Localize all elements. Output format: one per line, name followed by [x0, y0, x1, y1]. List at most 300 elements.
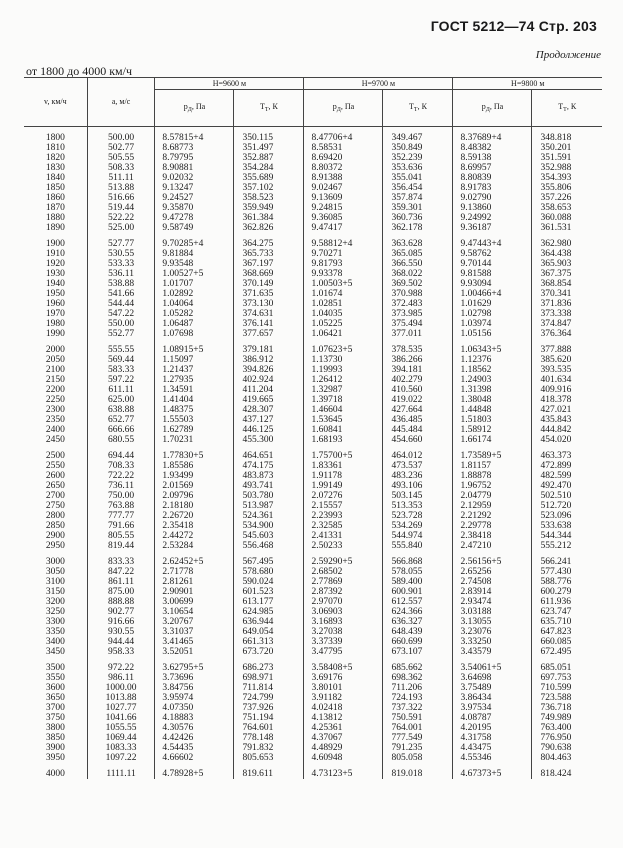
- cell-sound-speed: 525.00: [87, 223, 155, 233]
- cell-pressure: 1.93499: [155, 471, 234, 481]
- cell-pressure: 1.06487: [155, 319, 234, 329]
- cell-pressure: 1.07623+5: [304, 345, 383, 355]
- cell-pressure: 1.13730: [304, 355, 383, 365]
- cell-pressure: 1.01674: [304, 289, 383, 299]
- cell-sound-speed: 500.00: [87, 133, 155, 143]
- cell-pressure: 9.36085: [304, 213, 383, 223]
- cell-pressure: 3.47795: [304, 647, 383, 657]
- cell-temperature: 534.269: [383, 521, 453, 531]
- cell-sound-speed: 986.11: [87, 673, 155, 683]
- cell-temperature: 445.484: [383, 425, 453, 435]
- cell-temperature: 483.236: [383, 471, 453, 481]
- cell-temperature: 394.181: [383, 365, 453, 375]
- cell-speed: 1950: [45, 289, 65, 299]
- table-row: [24, 435, 602, 445]
- cell-temperature: 374.631: [234, 309, 304, 319]
- cell-pressure: 3.27038: [304, 627, 383, 637]
- cell-pressure: 8.80372: [304, 163, 383, 173]
- cell-temperature: 791.832: [234, 743, 304, 753]
- cell-pressure: 1.05225: [304, 319, 383, 329]
- table-row: [24, 375, 602, 385]
- cell-temperature: 386.912: [234, 355, 304, 365]
- cell-pressure: 2.47210: [453, 541, 532, 551]
- col-header-pressure: $p_Д$, Па: [155, 90, 234, 127]
- cell-temperature: 555.212: [532, 541, 602, 551]
- cell-pressure: 9.13609: [304, 193, 383, 203]
- table-row: [24, 355, 602, 365]
- cell-pressure: 3.62795+5: [155, 663, 234, 673]
- table-row: [24, 395, 602, 405]
- cell-sound-speed: 972.22: [87, 663, 155, 673]
- cell-pressure: 1.03974: [453, 319, 532, 329]
- cell-pressure: 1.77830+5: [155, 451, 234, 461]
- cell-pressure: 9.24527: [155, 193, 234, 203]
- cell-temperature: 545.603: [234, 531, 304, 541]
- cell-temperature: 463.373: [532, 451, 602, 461]
- cell-temperature: 566.241: [532, 557, 602, 567]
- cell-temperature: 350.201: [532, 143, 602, 153]
- cell-temperature: 698.362: [383, 673, 453, 683]
- table-row: [24, 491, 602, 501]
- cell-pressure: 4.67373+5: [453, 763, 532, 779]
- cell-temperature: 360.736: [383, 213, 453, 223]
- cell-pressure: 3.91182: [304, 693, 383, 703]
- cell-temperature: 578.055: [383, 567, 453, 577]
- cell-pressure: 4.25361: [304, 723, 383, 733]
- cell-temperature: 673.107: [383, 647, 453, 657]
- table-row: [24, 693, 602, 703]
- cell-temperature: 685.662: [383, 663, 453, 673]
- cell-pressure: 3.73696: [155, 673, 234, 683]
- cell-temperature: 503.780: [234, 491, 304, 501]
- cell-temperature: 371.635: [234, 289, 304, 299]
- cell-pressure: 4.20195: [453, 723, 532, 733]
- col-header-pressure: $p_Д$, Па: [304, 90, 383, 127]
- cell-temperature: 697.753: [532, 673, 602, 683]
- page-header: ГОСТ 5212—74 Стр. 203: [430, 18, 597, 34]
- cell-pressure: 1.04064: [155, 299, 234, 309]
- cell-temperature: 711.814: [234, 683, 304, 693]
- col-header-temperature: $T_Т$, К: [234, 90, 304, 127]
- cell-temperature: 427.021: [532, 405, 602, 415]
- cell-temperature: 454.020: [532, 435, 602, 445]
- cell-pressure: 1.15097: [155, 355, 234, 365]
- cell-temperature: 362.178: [383, 223, 453, 233]
- cell-temperature: 711.206: [383, 683, 453, 693]
- cell-pressure: 3.20767: [155, 617, 234, 627]
- cell-sound-speed: 708.33: [87, 461, 155, 471]
- cell-temperature: 635.710: [532, 617, 602, 627]
- cell-pressure: 2.71778: [155, 567, 234, 577]
- cell-pressure: 9.70285+4: [155, 239, 234, 249]
- table-row: [24, 133, 602, 143]
- table-row: [24, 173, 602, 183]
- cell-temperature: 577.430: [532, 567, 602, 577]
- table-row: [24, 183, 602, 193]
- cell-temperature: 419.665: [234, 395, 304, 405]
- cell-sound-speed: 1055.55: [87, 723, 155, 733]
- cell-temperature: 624.985: [234, 607, 304, 617]
- cell-temperature: 370.341: [532, 289, 602, 299]
- table-row: [24, 617, 602, 627]
- cell-sound-speed: 555.55: [87, 345, 155, 355]
- cell-speed: 2200: [45, 385, 65, 395]
- cell-pressure: 9.02790: [453, 193, 532, 203]
- cell-pressure: 1.73589+5: [453, 451, 532, 461]
- cell-pressure: 3.84756: [155, 683, 234, 693]
- cell-pressure: 2.01569: [155, 481, 234, 491]
- cell-pressure: 1.01629: [453, 299, 532, 309]
- cell-temperature: 473.537: [383, 461, 453, 471]
- cell-pressure: 1.88878: [453, 471, 532, 481]
- cell-pressure: 8.91388: [304, 173, 383, 183]
- cell-speed: 2650: [45, 481, 65, 491]
- cell-sound-speed: 511.11: [87, 173, 155, 183]
- cell-sound-speed: 722.22: [87, 471, 155, 481]
- cell-pressure: 1.53645: [304, 415, 383, 425]
- cell-temperature: 472.899: [532, 461, 602, 471]
- cell-sound-speed: 666.66: [87, 425, 155, 435]
- table-row: [24, 733, 602, 743]
- cell-pressure: 1.48375: [155, 405, 234, 415]
- cell-temperature: 737.322: [383, 703, 453, 713]
- cell-pressure: 9.93094: [453, 279, 532, 289]
- cell-pressure: 9.47417: [304, 223, 383, 233]
- cell-temperature: 777.549: [383, 733, 453, 743]
- cell-temperature: 377.011: [383, 329, 453, 339]
- cell-pressure: 3.97534: [453, 703, 532, 713]
- cell-temperature: 556.468: [234, 541, 304, 551]
- cell-pressure: 1.38048: [453, 395, 532, 405]
- cell-sound-speed: 552.77: [87, 329, 155, 339]
- cell-temperature: 750.591: [383, 713, 453, 723]
- cell-temperature: 805.058: [383, 753, 453, 763]
- cell-temperature: 377.888: [532, 345, 602, 355]
- cell-temperature: 611.936: [532, 597, 602, 607]
- cell-pressure: 8.47706+4: [304, 133, 383, 143]
- cell-pressure: 3.03188: [453, 607, 532, 617]
- cell-pressure: 4.73123+5: [304, 763, 383, 779]
- cell-pressure: 1.68193: [304, 435, 383, 445]
- cell-temperature: 365.085: [383, 249, 453, 259]
- cell-pressure: 2.15557: [304, 501, 383, 511]
- cell-pressure: 8.37689+4: [453, 133, 532, 143]
- table-row: [24, 703, 602, 713]
- table-row: [24, 607, 602, 617]
- cell-speed: 1810: [45, 143, 65, 153]
- table-row: [24, 451, 602, 461]
- cell-pressure: 1.44848: [453, 405, 532, 415]
- cell-pressure: 8.57815+4: [155, 133, 234, 143]
- cell-temperature: 350.849: [383, 143, 453, 153]
- cell-sound-speed: 930.55: [87, 627, 155, 637]
- cell-speed: 3500: [45, 663, 65, 673]
- table-row: [24, 683, 602, 693]
- cell-sound-speed: 536.11: [87, 269, 155, 279]
- cell-temperature: 764.601: [234, 723, 304, 733]
- cell-temperature: 673.720: [234, 647, 304, 657]
- cell-temperature: 647.823: [532, 627, 602, 637]
- cell-temperature: 482.599: [532, 471, 602, 481]
- cell-pressure: 9.35870: [155, 203, 234, 213]
- cell-pressure: 1.18562: [453, 365, 532, 375]
- cell-temperature: 370.988: [383, 289, 453, 299]
- cell-pressure: 2.09796: [155, 491, 234, 501]
- cell-pressure: 1.02851: [304, 299, 383, 309]
- cell-speed: 3450: [45, 647, 65, 657]
- table-row: [24, 289, 602, 299]
- cell-pressure: 2.93474: [453, 597, 532, 607]
- cell-speed: 2450: [45, 435, 65, 445]
- table-row: [24, 541, 602, 551]
- cell-pressure: 1.91178: [304, 471, 383, 481]
- cell-pressure: 8.59138: [453, 153, 532, 163]
- cell-speed: 2300: [45, 405, 65, 415]
- cell-speed: 1870: [45, 203, 65, 213]
- cell-temperature: 436.485: [383, 415, 453, 425]
- cell-sound-speed: 638.88: [87, 405, 155, 415]
- table-row: [24, 269, 602, 279]
- cell-pressure: 4.37067: [304, 733, 383, 743]
- table-row: [24, 249, 602, 259]
- cell-pressure: 3.52051: [155, 647, 234, 657]
- cell-speed: 3200: [45, 597, 65, 607]
- cell-temperature: 351.591: [532, 153, 602, 163]
- table-row: [24, 329, 602, 339]
- cell-pressure: 4.31758: [453, 733, 532, 743]
- cell-pressure: 4.66602: [155, 753, 234, 763]
- cell-pressure: 2.41331: [304, 531, 383, 541]
- cell-pressure: 1.19993: [304, 365, 383, 375]
- cell-pressure: 3.75489: [453, 683, 532, 693]
- cell-temperature: 776.950: [532, 733, 602, 743]
- cell-pressure: 3.23076: [453, 627, 532, 637]
- cell-pressure: 9.93548: [155, 259, 234, 269]
- cell-temperature: 437.127: [234, 415, 304, 425]
- cell-sound-speed: 583.33: [87, 365, 155, 375]
- cell-pressure: 2.68502: [304, 567, 383, 577]
- cell-pressure: 1.05156: [453, 329, 532, 339]
- height-header-3: H=9800 м: [453, 78, 602, 90]
- cell-sound-speed: 819.44: [87, 541, 155, 551]
- cell-pressure: 2.35418: [155, 521, 234, 531]
- cell-temperature: 373.338: [532, 309, 602, 319]
- cell-temperature: 355.041: [383, 173, 453, 183]
- cell-sound-speed: 541.66: [87, 289, 155, 299]
- cell-pressure: 3.10654: [155, 607, 234, 617]
- cell-sound-speed: 791.66: [87, 521, 155, 531]
- cell-sound-speed: 508.33: [87, 163, 155, 173]
- cell-temperature: 819.611: [234, 763, 304, 779]
- cell-temperature: 805.653: [234, 753, 304, 763]
- table-row: [24, 239, 602, 249]
- table-row: [24, 385, 602, 395]
- cell-temperature: 566.868: [383, 557, 453, 567]
- cell-temperature: 623.747: [532, 607, 602, 617]
- cell-speed: 3800: [45, 723, 65, 733]
- cell-pressure: 3.06903: [304, 607, 383, 617]
- cell-speed: 2800: [45, 511, 65, 521]
- cell-pressure: 1.04035: [304, 309, 383, 319]
- table-row: [24, 753, 602, 763]
- cell-pressure: 1.99149: [304, 481, 383, 491]
- cell-temperature: 361.384: [234, 213, 304, 223]
- cell-temperature: 402.924: [234, 375, 304, 385]
- col-header-temperature: $T_Т$, К: [532, 90, 602, 127]
- cell-temperature: 419.022: [383, 395, 453, 405]
- cell-temperature: 567.495: [234, 557, 304, 567]
- cell-temperature: 418.378: [532, 395, 602, 405]
- cell-pressure: 4.18883: [155, 713, 234, 723]
- cell-temperature: 363.628: [383, 239, 453, 249]
- cell-temperature: 409.916: [532, 385, 602, 395]
- cell-pressure: 1.34591: [155, 385, 234, 395]
- cell-temperature: 386.266: [383, 355, 453, 365]
- cell-temperature: 523.728: [383, 511, 453, 521]
- cell-speed: 3550: [45, 673, 65, 683]
- table-row: [24, 521, 602, 531]
- cell-temperature: 358.523: [234, 193, 304, 203]
- cell-speed: 3750: [45, 713, 65, 723]
- cell-pressure: 2.77869: [304, 577, 383, 587]
- cell-temperature: 366.550: [383, 259, 453, 269]
- cell-temperature: 513.987: [234, 501, 304, 511]
- table-row: [24, 531, 602, 541]
- cell-sound-speed: 513.88: [87, 183, 155, 193]
- cell-pressure: 1.06343+5: [453, 345, 532, 355]
- cell-pressure: 4.30576: [155, 723, 234, 733]
- cell-temperature: 348.818: [532, 133, 602, 143]
- cell-speed: 1930: [45, 269, 65, 279]
- cell-pressure: 1.81157: [453, 461, 532, 471]
- cell-sound-speed: 505.55: [87, 153, 155, 163]
- cell-speed: 3950: [45, 753, 65, 763]
- cell-pressure: 1.00503+5: [304, 279, 383, 289]
- cell-speed: 2850: [45, 521, 65, 531]
- cell-sound-speed: 694.44: [87, 451, 155, 461]
- cell-pressure: 4.48929: [304, 743, 383, 753]
- cell-pressure: 2.38418: [453, 531, 532, 541]
- cell-temperature: 589.400: [383, 577, 453, 587]
- cell-speed: 1900: [45, 239, 65, 249]
- cell-sound-speed: 861.11: [87, 577, 155, 587]
- cell-temperature: 464.651: [234, 451, 304, 461]
- cell-temperature: 588.776: [532, 577, 602, 587]
- cell-pressure: 2.62452+5: [155, 557, 234, 567]
- cell-temperature: 355.689: [234, 173, 304, 183]
- cell-pressure: 1.06421: [304, 329, 383, 339]
- cell-pressure: 4.55346: [453, 753, 532, 763]
- cell-temperature: 685.051: [532, 663, 602, 673]
- table-header: [24, 78, 602, 127]
- cell-pressure: 9.36187: [453, 223, 532, 233]
- cell-temperature: 362.826: [234, 223, 304, 233]
- cell-pressure: 1.31398: [453, 385, 532, 395]
- cell-temperature: 372.483: [383, 299, 453, 309]
- table-row: [24, 223, 602, 233]
- cell-temperature: 367.197: [234, 259, 304, 269]
- cell-temperature: 353.636: [383, 163, 453, 173]
- cell-pressure: 1.00466+4: [453, 289, 532, 299]
- cell-temperature: 661.313: [234, 637, 304, 647]
- cell-pressure: 4.43475: [453, 743, 532, 753]
- col-header-temperature: $T_Т$, К: [383, 90, 453, 127]
- cell-pressure: 1.00527+5: [155, 269, 234, 279]
- cell-temperature: 368.022: [383, 269, 453, 279]
- table-row: [24, 405, 602, 415]
- cell-speed: 1940: [45, 279, 65, 289]
- cell-pressure: 1.70231: [155, 435, 234, 445]
- cell-sound-speed: 538.88: [87, 279, 155, 289]
- cell-pressure: 1.39718: [304, 395, 383, 405]
- cell-temperature: 523.096: [532, 511, 602, 521]
- cell-pressure: 8.48382: [453, 143, 532, 153]
- cell-pressure: 4.07350: [155, 703, 234, 713]
- cell-speed: 2400: [45, 425, 65, 435]
- cell-temperature: 369.502: [383, 279, 453, 289]
- cell-pressure: 3.86434: [453, 693, 532, 703]
- cell-pressure: 3.13055: [453, 617, 532, 627]
- cell-temperature: 710.599: [532, 683, 602, 693]
- cell-pressure: 9.24815: [304, 203, 383, 213]
- cell-pressure: 2.59290+5: [304, 557, 383, 567]
- cell-speed: 1980: [45, 319, 65, 329]
- cell-sound-speed: 625.00: [87, 395, 155, 405]
- cell-speed: 3400: [45, 637, 65, 647]
- table-row: [24, 673, 602, 683]
- cell-temperature: 377.657: [234, 329, 304, 339]
- table-row: [24, 259, 602, 269]
- cell-temperature: 723.588: [532, 693, 602, 703]
- cell-speed: 1880: [45, 213, 65, 223]
- cell-pressure: 2.65256: [453, 567, 532, 577]
- cell-pressure: 3.37339: [304, 637, 383, 647]
- cell-pressure: 1.07698: [155, 329, 234, 339]
- cell-pressure: 3.69176: [304, 673, 383, 683]
- cell-sound-speed: 888.88: [87, 597, 155, 607]
- cell-sound-speed: 550.00: [87, 319, 155, 329]
- cell-pressure: 2.32585: [304, 521, 383, 531]
- cell-pressure: 8.69420: [304, 153, 383, 163]
- cell-pressure: 3.33250: [453, 637, 532, 647]
- cell-speed: 3050: [45, 567, 65, 577]
- cell-pressure: 1.83361: [304, 461, 383, 471]
- cell-speed: 3250: [45, 607, 65, 617]
- cell-pressure: 1.21437: [155, 365, 234, 375]
- cell-temperature: 493.106: [383, 481, 453, 491]
- table-body: [24, 127, 602, 780]
- cell-speed: 3850: [45, 733, 65, 743]
- cell-pressure: 2.04779: [453, 491, 532, 501]
- cell-pressure: 2.18180: [155, 501, 234, 511]
- table-row: [24, 627, 602, 637]
- range-label: от 1800 до 4000 км/ч: [26, 64, 132, 78]
- cell-pressure: 3.95974: [155, 693, 234, 703]
- cell-sound-speed: 736.11: [87, 481, 155, 491]
- table-row: [24, 365, 602, 375]
- cell-pressure: 2.74508: [453, 577, 532, 587]
- table-row: [24, 763, 602, 779]
- cell-pressure: 2.56156+5: [453, 557, 532, 567]
- cell-pressure: 4.60948: [304, 753, 383, 763]
- cell-sound-speed: 527.77: [87, 239, 155, 249]
- cell-temperature: 357.102: [234, 183, 304, 193]
- cell-temperature: 358.653: [532, 203, 602, 213]
- cell-pressure: 9.81793: [304, 259, 383, 269]
- cell-pressure: 1.12376: [453, 355, 532, 365]
- cell-pressure: 4.08787: [453, 713, 532, 723]
- cell-pressure: 1.32987: [304, 385, 383, 395]
